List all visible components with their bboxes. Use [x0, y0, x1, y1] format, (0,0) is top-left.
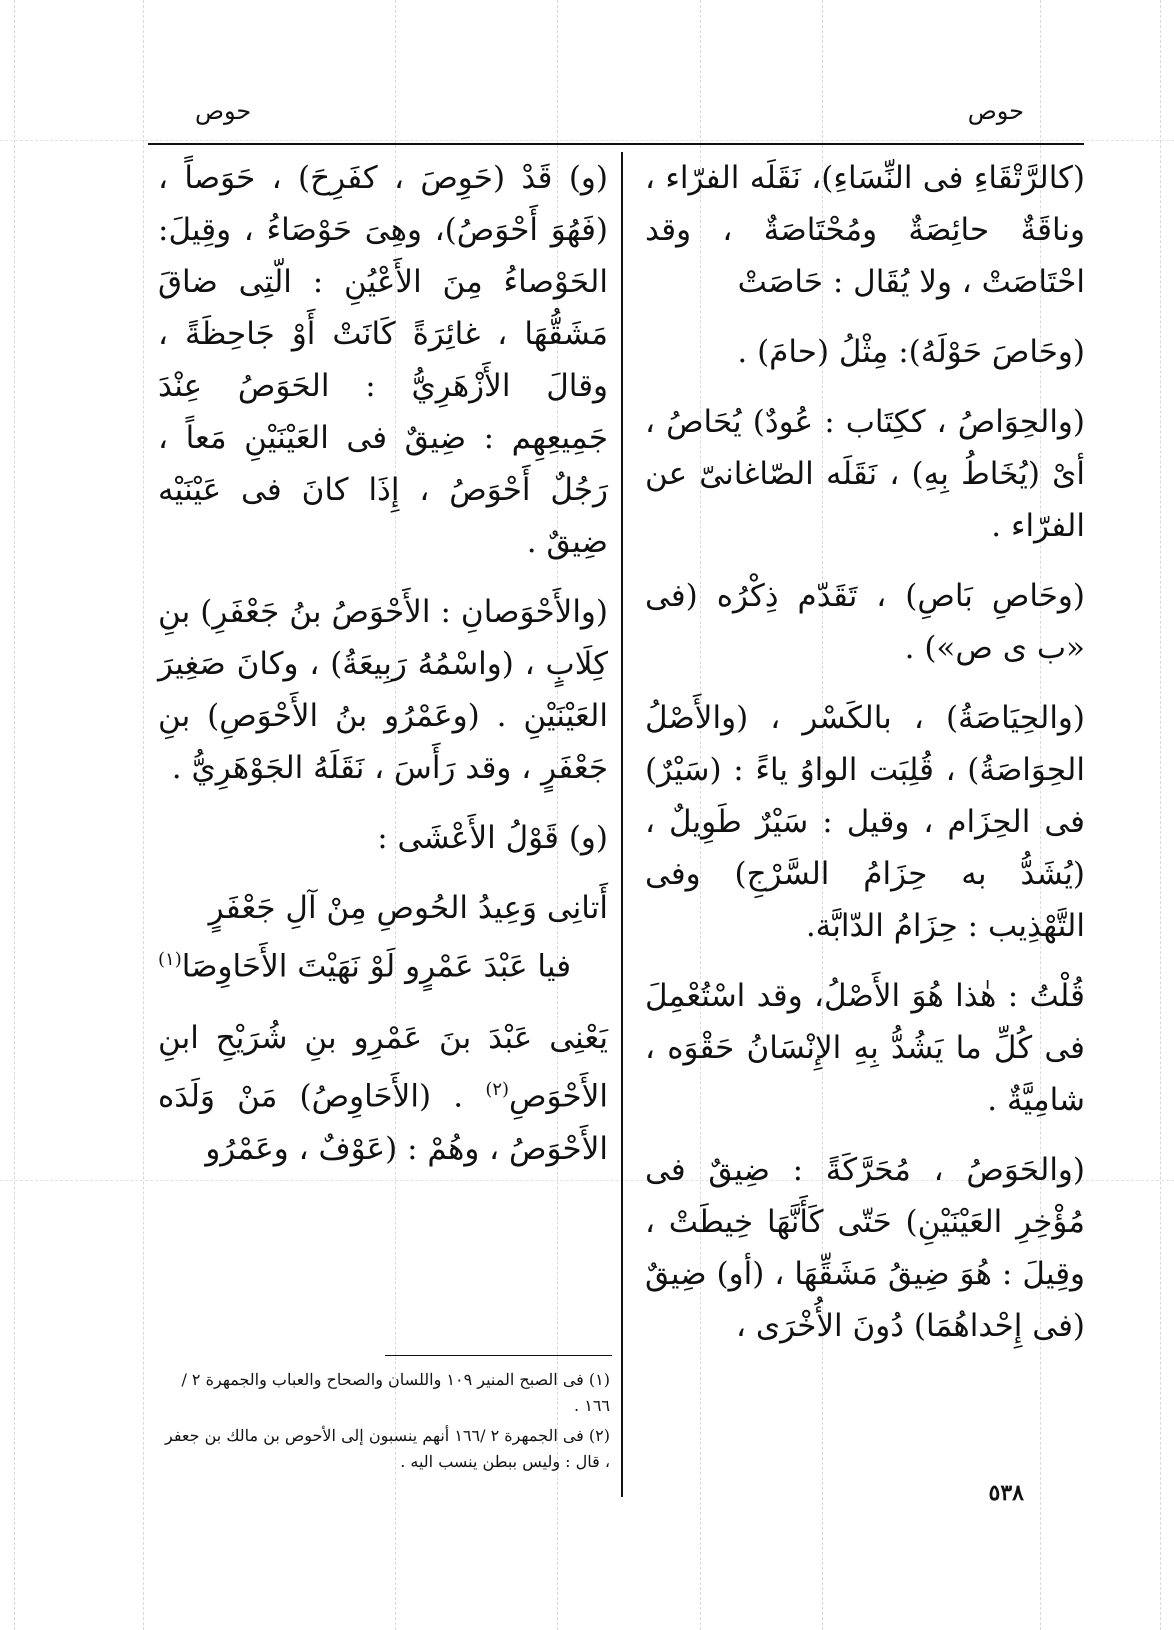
paragraph: (والحَوَصُ ، مُحَرَّكَةً : ضِيقٌ فى مُؤْخِرِ العَيْنَيْنِ) حَتّى كَأَنَّهَا خِيطَتْ ، وقِيلَ : هُوَ ضِيقُ مَشَقِّهَا ، (أو) ضِيقٌ (فى إِحْداهُمَا) دُونَ الأُخْرَى ، — [645, 1152, 1085, 1344]
paragraph: (وحَاصِ بَاصِ) ، تَقَدّم ذِكْرُه (فى «ب ى ص») . — [645, 578, 1085, 666]
column-divider — [621, 152, 623, 1497]
paragraph: (والحِوَاصُ ، ككِتَاب : عُودٌ) يُحَاصُ ، أىْ (يُخَاطُ بِهِ) ، نَقَلَه الصّاغانىّ عن الفرّاء . — [645, 404, 1085, 544]
footnote-mark: (١) — [158, 949, 182, 970]
header-rule — [148, 143, 1084, 145]
paragraph: (و) قَوْلُ الأَعْشَى : — [377, 820, 608, 856]
paragraph: قُلْتُ : هٰذا هُوَ الأَصْلُ، وقد اسْتُعْمِلَ فى كُلِّ ما يَشُدُّ بِهِ الإِنْسَانُ حَقْوَه ، شامِيَّةٌ . — [645, 978, 1085, 1118]
poem-verse — [158, 882, 608, 992]
paragraph: (والأَحْوَصانِ : الأَحْوَصُ بنُ جَعْفَرِ) بنِ كِلَابٍ ، (واسْمُهُ رَبِيعَةُ) ، وكانَ صَغِيرَ العَيْنَيْنِ . (وعَمْرُو بنُ الأَحْوَصِ) بنِ جَعْفَرٍ ، وقد رَأَسَ ، نَقَلَهُ الجَوْهَرِيُّ . — [158, 594, 608, 786]
paragraph: (كالرَّتْقَاءِ فى النِّسَاءِ)، نَقَلَه الفرّاء ، وناقَةٌ حائِصَةٌ ومُحْتَاصَةٌ ، وقد احْتَاصَتْ ، ولا يُقَال : حَاصَتْ — [645, 160, 1085, 300]
paragraph: (والحِيَاصَةُ) ، بالكَسْر ، (والأَصْلُ الحِوَاصَةُ) ، قُلِبَت الواوُ ياءً : (سَيْرٌ) فى الحِزَام ، وقيل : سَيْرٌ طَوِيلٌ ، (يُشَدُّ به حِزَامُ السَّرْجِ) وفى التَّهْذِيب : حِزَامُ الدّابَّة. — [645, 700, 1085, 944]
paragraph-text: يَعْنِى عَبْدَ بنَ عَمْرِو بنِ شُرَيْحِ ابنِ الأَحْوَصِ — [158, 1020, 608, 1115]
scan-guide — [143, 0, 144, 1630]
scan-guide — [1160, 0, 1161, 1630]
paragraph: (و) قَدْ (حَوِصَ ، كفَرِحَ) ، حَوَصاً ، (فَهُوَ أَحْوَصُ)، وهِىَ حَوْصَاءُ ، وقِيلَ: الحَوْصاءُ مِنَ الأَعْيُنِ : الّتِى ضاقَ مَشَقُّهَا ، غائِرَةً كَانَتْ أَوْ جَاحِظَةً ، وقالَ الأَزْهَرِيُّ : الحَوَصُ عِنْدَ جَمِيعِهِم : ضِيقٌ فى العَيْنَيْنِ مَعاً ، رَجُلٌ أَحْوَصُ ، إِذَا كانَ فى عَيْنَيْه ضِيقٌ . — [158, 160, 608, 560]
footnote-mark: (٢) — [485, 1079, 510, 1101]
page-number: ٥٣٨ — [988, 1480, 1024, 1506]
verse-second-hemistich — [158, 934, 608, 992]
footnotes — [158, 1367, 610, 1479]
paragraph: (وحَاصَ حَوْلَهُ): مِثْلُ (حامَ) . — [737, 334, 1085, 370]
scan-guide — [14, 0, 15, 1630]
paragraph — [158, 1012, 608, 1174]
running-head-left: حوص — [195, 97, 252, 125]
scan-guide — [0, 140, 1174, 141]
running-head-right: حوص — [967, 97, 1024, 125]
paragraph-text: . (الأَحَاوِصُ) مَنْ وَلَدَه الأَحْوَصُ ، وهُمْ : (عَوْفٌ ، وعَمْرُو — [158, 1078, 608, 1167]
footnote: (١) فى الصبح المنير ١٠٩ واللسان والصحاح والعباب والجمهرة ٢ /١٦٦ . — [181, 1370, 610, 1415]
right-column — [645, 152, 1085, 1370]
footnote: (٢) فى الجمهرة ٢ /١٦٦ أنهم ينسبون إلى الأحوص بن مالك بن جعفر ، قال : وليس ببطن ينسب اليه . — [164, 1426, 610, 1471]
left-column — [158, 152, 608, 1193]
footnote-rule — [385, 1355, 612, 1356]
verse-first-hemistich: أَتانِى وَعِيدُ الحُوصِ مِنْ آلِ جَعْفَرٍ — [208, 890, 608, 926]
verse-second-text: فيا عَبْدَ عَمْرٍو لَوْ نَهَيْتَ الأَحَاوِصَا — [181, 948, 572, 985]
